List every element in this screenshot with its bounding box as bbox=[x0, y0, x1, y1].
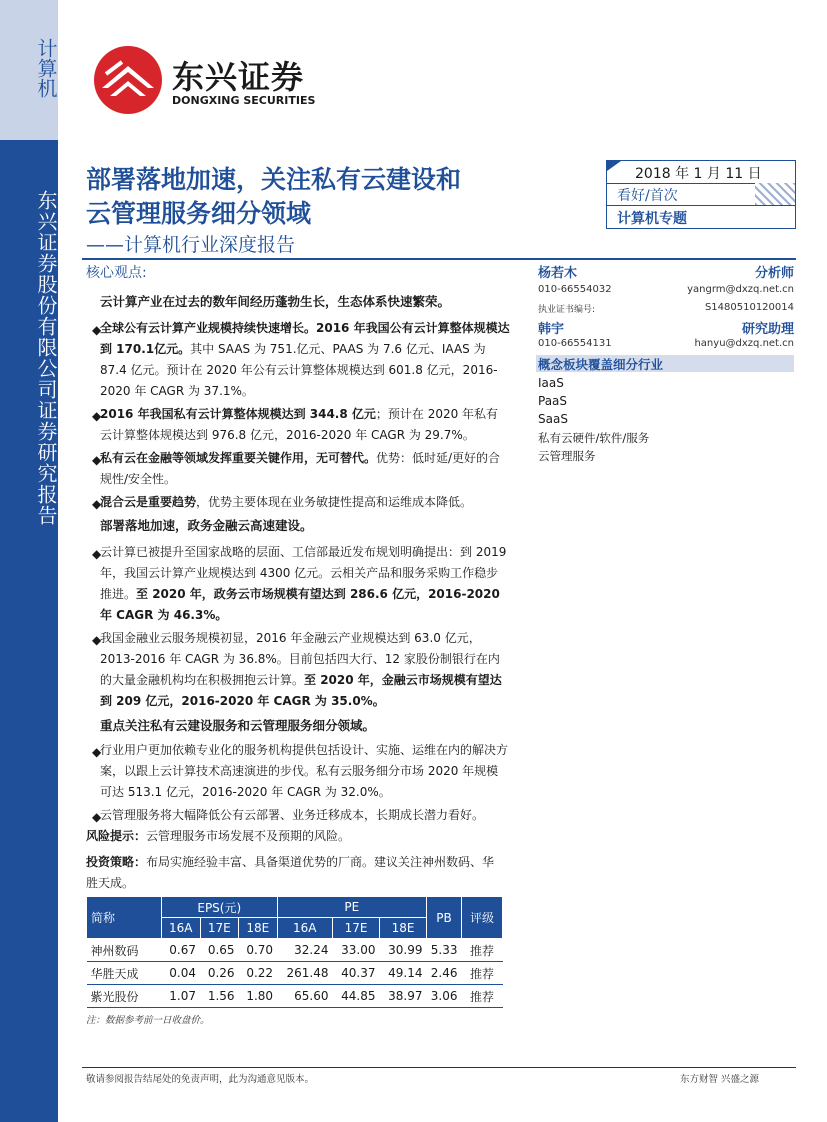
paragraph-fin-rest: 我国金融业云服务规模初显，2016 年金融云产业规模达到 63.0 亿元，2013-2016 年 CAGR 为 36.8%。目前包括四大行、12 家股份制银行在内的大量金融机构均在积极拥抱云计算。 bbox=[100, 631, 500, 687]
strategy-text: 布局实施经验丰富、具备渠道优势的厂商。建议关注神州数码、华胜天成。 bbox=[86, 855, 495, 890]
paragraph-cloud-management: 云管理服务将大幅降低公有云部署、业务迁移成本，长期成长潜力看好。 bbox=[100, 808, 485, 822]
cell-eps: 1.07 bbox=[162, 985, 201, 1008]
cell-name: 紫光股份 bbox=[87, 985, 162, 1008]
pe-year-17e: 17E bbox=[333, 918, 380, 939]
corner-triangle-icon bbox=[607, 161, 621, 171]
cell-rating: 推荐 bbox=[462, 962, 503, 985]
company-logo-icon bbox=[92, 44, 164, 116]
paragraph-government-cloud bbox=[100, 542, 510, 626]
cell-rating: 推荐 bbox=[462, 939, 503, 962]
analyst-2-phone: 010-66554131 bbox=[538, 338, 612, 349]
pe-year-18e: 18E bbox=[379, 918, 426, 939]
analyst-2-role: 研究助理 bbox=[741, 322, 794, 337]
paragraph-hybrid-rest: ，优势主要体现在业务敏捷性提高和运维成本降低。 bbox=[196, 495, 473, 509]
paragraph-public-cloud bbox=[100, 318, 510, 402]
footer-disclaimer: 敬请参阅报告结尾处的免责声明，此为沟通意见版本。 bbox=[86, 1074, 315, 1085]
cell-rating: 推荐 bbox=[462, 985, 503, 1008]
paragraph-hybrid-cloud bbox=[100, 492, 510, 513]
col-pe-header: PE bbox=[277, 897, 426, 918]
industry-rating-text: 看好/首次 bbox=[617, 188, 678, 204]
bullet-icon: ◆ bbox=[92, 323, 102, 337]
paragraph-private-cloud-bold: 2016 年我国私有云计算整体规模达到 344.8 亿元 bbox=[100, 407, 376, 421]
eps-year-16a: 16A bbox=[162, 918, 201, 939]
cell-pe: 33.00 bbox=[333, 939, 380, 962]
cell-eps: 0.26 bbox=[200, 962, 239, 985]
core-views-label: 核心观点: bbox=[86, 265, 147, 281]
paragraph-finance-rest: 优势：低时延/更好的合规性/安全性。 bbox=[100, 451, 501, 486]
cell-eps: 1.80 bbox=[239, 985, 278, 1008]
cell-eps: 1.56 bbox=[200, 985, 239, 1008]
analyst-1-email[interactable]: yangrm@dxzq.net.cn bbox=[687, 284, 794, 295]
col-pb-header: PB bbox=[427, 897, 462, 939]
cell-eps: 0.67 bbox=[162, 939, 201, 962]
analyst-1-cert-label: 执业证书编号: bbox=[538, 305, 596, 315]
sidebar-firm-name: 东兴证券股份有限公司证券研究报告 bbox=[34, 190, 58, 526]
eps-year-17e: 17E bbox=[200, 918, 239, 939]
cell-pb: 2.46 bbox=[427, 962, 462, 985]
col-rating-header: 评级 bbox=[462, 897, 503, 939]
table-header-row bbox=[87, 897, 503, 918]
industry-rating bbox=[606, 183, 796, 206]
sector-item-saas: SaaS bbox=[538, 412, 568, 426]
paragraph-public-cloud-rest: 其中 SAAS 为 751.亿元、PAAS 为 7.6 亿元、IAAS 为 87.4 亿元。预计在 2020 年公有云计算整体规模达到 601.8 亿元，2016-2020 年 CAGR 为 37.1%。 bbox=[100, 342, 498, 398]
risk-label: 风险提示： bbox=[86, 829, 147, 843]
cell-eps: 0.70 bbox=[239, 939, 278, 962]
sector-item-private-cloud: 私有云硬件/软件/服务 bbox=[538, 431, 650, 445]
heading-industry-growth: 云计算产业在过去的数年间经历蓬勃生长，生态体系快速繁荣。 bbox=[100, 294, 451, 309]
paragraph-gov-bold: 至 2020 年，政务云市场规模有望达到 286.6 亿元，2016-2020 年 CAGR 为 46.3%。 bbox=[100, 587, 500, 622]
report-date bbox=[606, 160, 796, 184]
analyst-1-cert: S1480510120014 bbox=[704, 302, 794, 313]
paragraph-finance-cloud bbox=[100, 628, 510, 712]
sector-item-cloud-management: 云管理服务 bbox=[538, 449, 596, 463]
paragraph-hybrid-bold: 混合云是重要趋势 bbox=[100, 495, 197, 509]
cell-pe: 65.60 bbox=[277, 985, 332, 1008]
heading-government-finance: 部署落地加速，政务金融云高速建设。 bbox=[100, 518, 313, 533]
paragraph-finance-private-cloud bbox=[100, 448, 510, 490]
cell-pb: 3.06 bbox=[427, 985, 462, 1008]
cell-eps: 0.04 bbox=[162, 962, 201, 985]
paragraph-public-cloud-bold: 全球公有云计算产业规模持续快速增长。2016 年我国公有云计算整体规模达到 170.1亿元。 bbox=[100, 321, 510, 356]
sector-item-iaas: IaaS bbox=[538, 376, 564, 390]
analyst-1-name: 杨若木 bbox=[538, 266, 578, 281]
col-name-header: 简称 bbox=[87, 897, 162, 939]
report-date-text: 2018 年 1 月 11 日 bbox=[635, 166, 762, 182]
analyst-1-role: 分析师 bbox=[754, 266, 794, 281]
paragraph-private-cloud bbox=[100, 404, 510, 446]
cell-eps: 0.65 bbox=[200, 939, 239, 962]
cell-eps: 0.22 bbox=[239, 962, 278, 985]
cell-pe: 49.14 bbox=[379, 962, 426, 985]
sidebar-category: 计算机 bbox=[34, 38, 58, 98]
table-row bbox=[87, 985, 503, 1008]
cell-name: 华胜天成 bbox=[87, 962, 162, 985]
logo-text-en: DONGXING SECURITIES bbox=[172, 94, 316, 107]
table-row bbox=[87, 939, 503, 962]
cell-pe: 44.85 bbox=[333, 985, 380, 1008]
report-topic-text: 计算机专题 bbox=[617, 211, 687, 227]
cell-pe: 38.97 bbox=[379, 985, 426, 1008]
eps-year-18e: 18E bbox=[239, 918, 278, 939]
cell-pe: 32.24 bbox=[277, 939, 332, 962]
investment-strategy bbox=[86, 852, 506, 894]
report-title-line1: 部署落地加速，关注私有云建设和 bbox=[86, 165, 462, 194]
table-note: 注：数据参考前一日收盘价。 bbox=[86, 1015, 210, 1026]
bullet-icon: ◆ bbox=[92, 633, 102, 647]
paragraph-gov-rest: 云计算已被提升至国家战略的层面、工信部最近发布规划明确提出：到 2019 年，我国云计算产业规模达到 4300 亿元。云相关产品和服务采购工作稳步推进。 bbox=[100, 545, 507, 601]
risk-warning bbox=[86, 826, 496, 847]
pe-year-16a: 16A bbox=[277, 918, 332, 939]
analyst-1-phone: 010-66554032 bbox=[538, 284, 612, 295]
sector-item-paas: PaaS bbox=[538, 394, 568, 408]
cell-pe: 40.37 bbox=[333, 962, 380, 985]
section-divider bbox=[82, 258, 796, 260]
bullet-icon: ◆ bbox=[92, 409, 102, 423]
heading-focus-areas: 重点关注私有云建设服务和云管理服务细分领域。 bbox=[100, 718, 376, 733]
cell-name: 神州数码 bbox=[87, 939, 162, 962]
hatch-pattern bbox=[755, 183, 795, 205]
report-subtitle: ——计算机行业深度报告 bbox=[86, 234, 296, 256]
footer-divider bbox=[82, 1067, 796, 1068]
bullet-icon: ◆ bbox=[92, 745, 102, 759]
strategy-label: 投资策略： bbox=[86, 855, 147, 869]
analyst-2-email[interactable]: hanyu@dxzq.net.cn bbox=[694, 338, 794, 349]
valuation-table bbox=[86, 896, 503, 1008]
table-row bbox=[87, 962, 503, 985]
paragraph-finance-bold: 私有云在金融等领域发挥重要关键作用，无可替代。 bbox=[100, 451, 377, 465]
paragraph-private-cloud-rest: ；预计在 2020 年私有云计算整体规模达到 976.8 亿元，2016-2020 年 CAGR 为 29.7%。 bbox=[100, 407, 499, 442]
logo-text-cn: 东兴证券 bbox=[172, 58, 305, 96]
paragraph-private-cloud-services: 行业用户更加依赖专业化的服务机构提供包括设计、实施、运维在内的解决方案，以跟上云计算技术高速演进的步伐。私有云服务细分市场 2020 年规模可达 513.1 亿元，2016-2020 年 CAGR 为 32.0%。 bbox=[100, 743, 509, 799]
sector-heading: 概念板块覆盖细分行业 bbox=[536, 355, 794, 372]
bullet-icon: ◆ bbox=[92, 810, 102, 824]
report-title-line2: 云管理服务细分领域 bbox=[86, 199, 312, 228]
paragraph-fin-bold: 至 2020 年，金融云市场规模有望达到 209 亿元，2016-2020 年 CAGR 为 35.0%。 bbox=[100, 673, 502, 708]
col-eps-header: EPS(元) bbox=[162, 897, 278, 918]
cell-pb: 5.33 bbox=[427, 939, 462, 962]
footer-slogan: 东方财智 兴盛之源 bbox=[680, 1074, 760, 1085]
cell-pe: 261.48 bbox=[277, 962, 332, 985]
bullet-icon: ◆ bbox=[92, 453, 102, 467]
cell-pe: 30.99 bbox=[379, 939, 426, 962]
analyst-2-name: 韩宇 bbox=[538, 322, 565, 337]
report-topic bbox=[606, 206, 796, 229]
risk-text: 云管理服务市场发展不及预期的风险。 bbox=[146, 829, 351, 843]
bullet-icon: ◆ bbox=[92, 547, 102, 561]
bullet-icon: ◆ bbox=[92, 497, 102, 511]
